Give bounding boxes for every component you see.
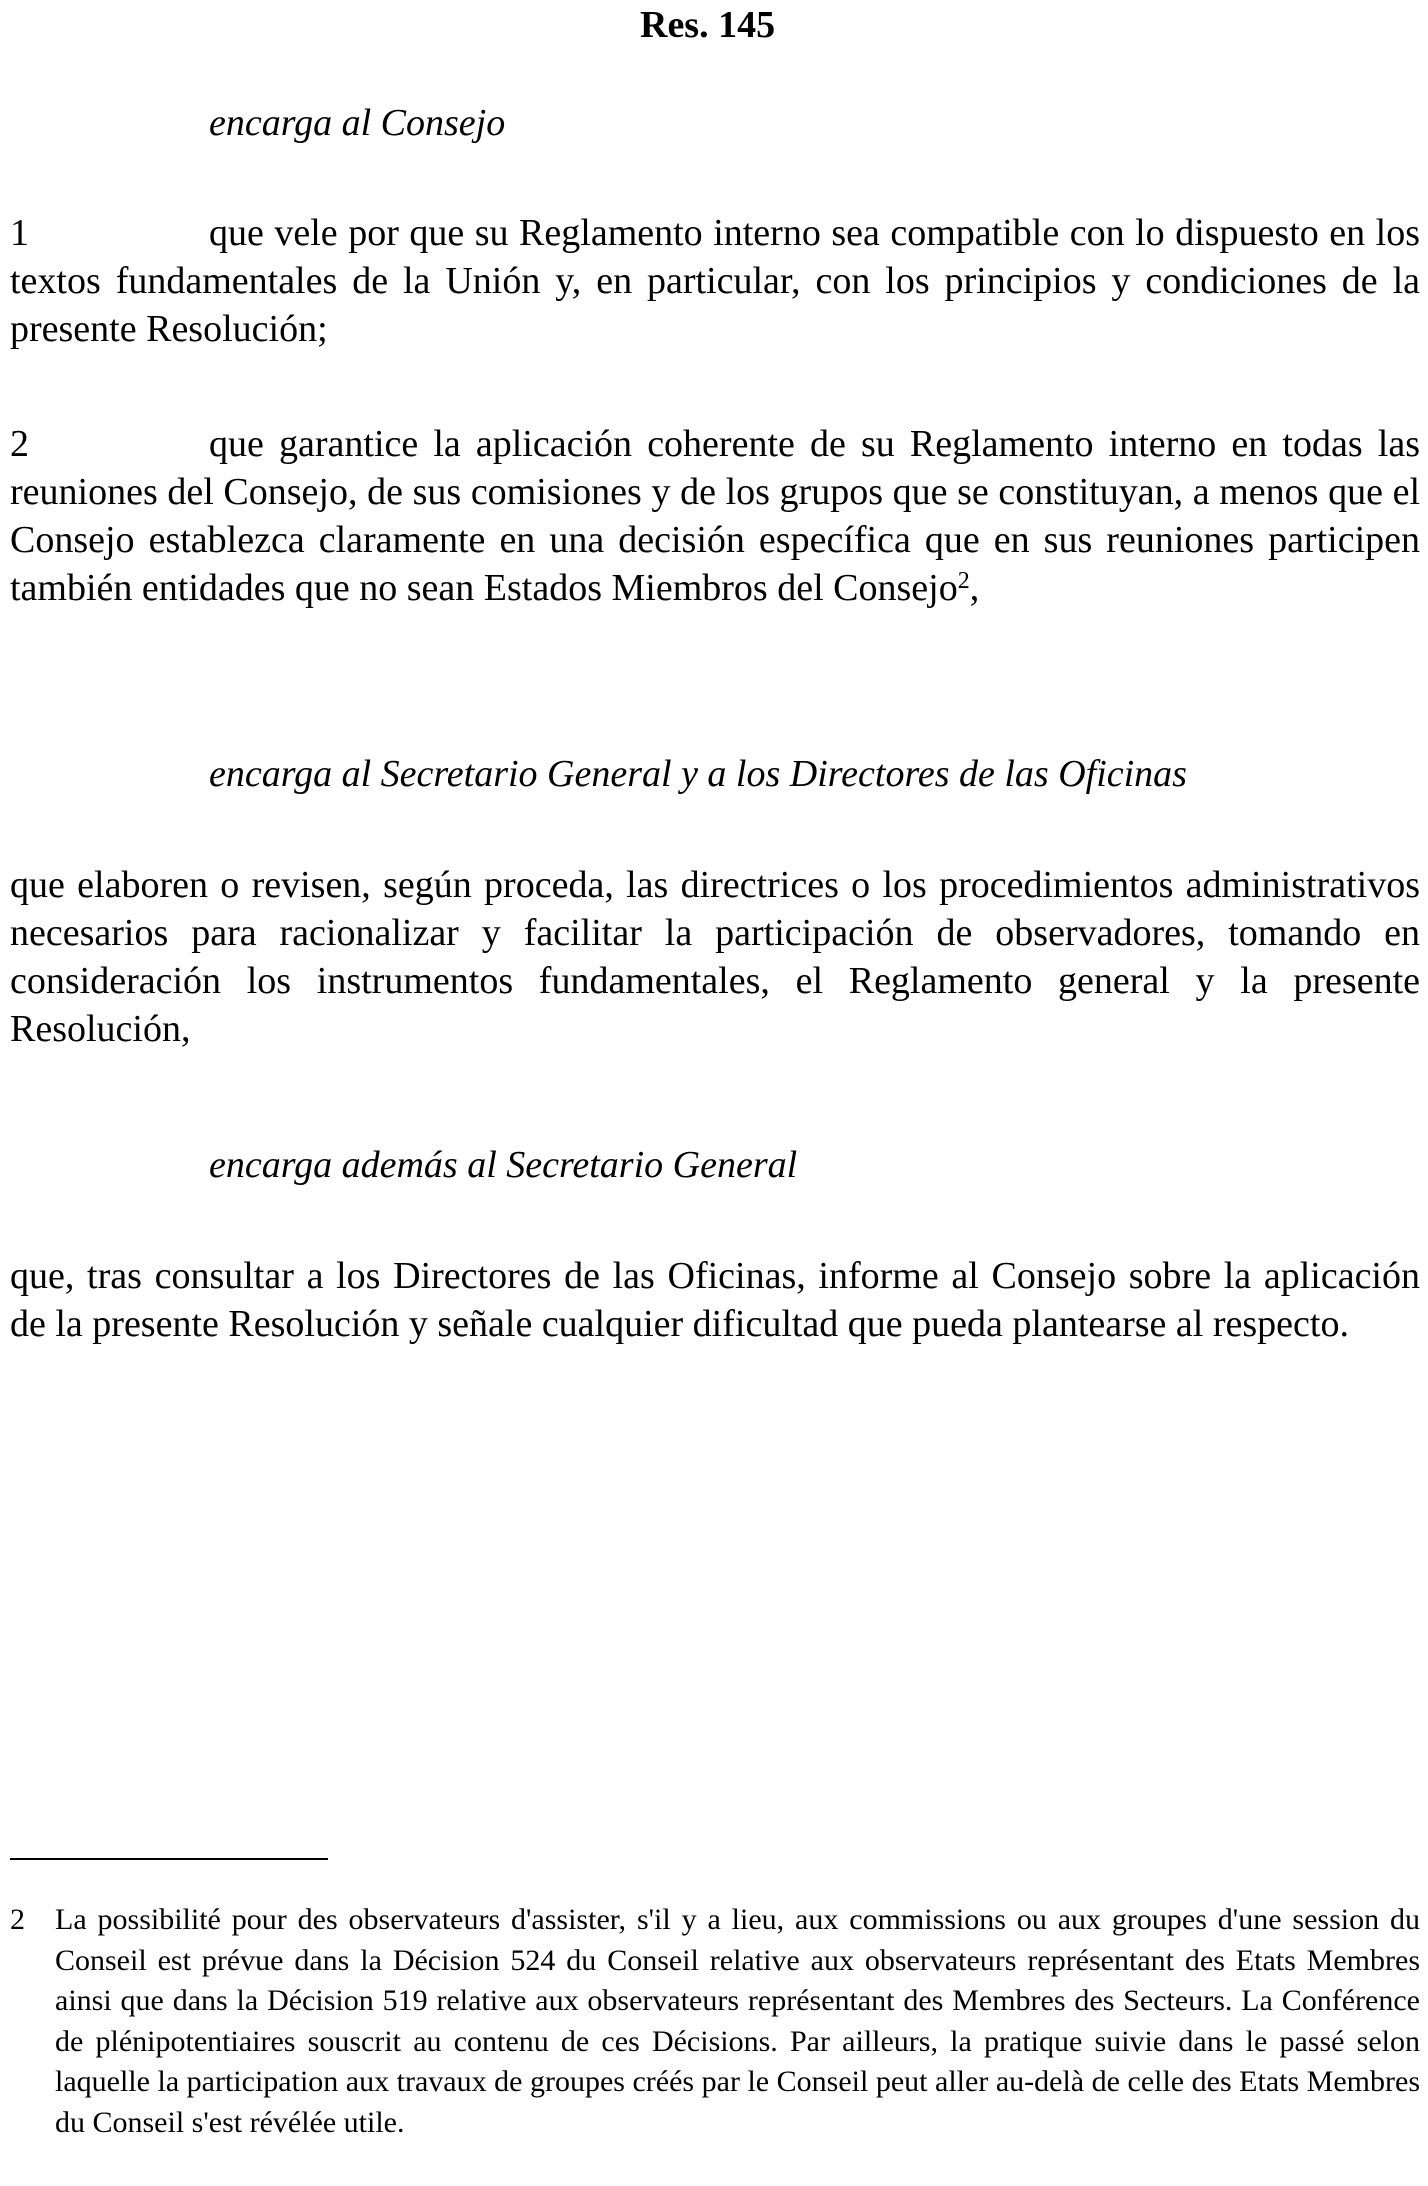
footnote-number: 2 bbox=[10, 1903, 25, 1936]
footnote-reference: 2 bbox=[957, 568, 970, 594]
section-heading-secretary: encarga además al Secretario General bbox=[209, 1144, 798, 1186]
item-text: que vele por que su Reglamento interno sea compatible con lo dispuesto en los textos fundamentales de la Unión y, en particular, con los principios y condiciones de la presente Resolución; bbox=[10, 212, 1420, 350]
item-number: 2 bbox=[10, 423, 29, 465]
numbered-item-1 bbox=[10, 209, 1420, 353]
item-text: que garantice la aplicación coherente de su Reglamento interno en todas las reuniones del Consejo, de sus comisiones y de los grupos que se constituyan, a menos que el Consejo establezca claramente en una decisión específica que en sus reuniones participen también entidades que no sean Estados Miembros del Consejo bbox=[10, 423, 1420, 609]
footnote-separator bbox=[10, 1858, 328, 1860]
section-heading-secretary-directors: encarga al Secretario General y a los Directores de las Oficinas bbox=[209, 753, 1187, 795]
resolution-number: Res. 145 bbox=[640, 4, 776, 46]
paragraph-guidelines: que elaboren o revisen, según proceda, las directrices o los procedimientos administrativos necesarios para racionalizar y facilitar la participación de observadores, tomando en consideración los instrumentos fundamentales, el Reglamento general y la presente Resolución, bbox=[10, 864, 1420, 1050]
numbered-item-2 bbox=[10, 420, 1420, 612]
section-heading-council: encarga al Consejo bbox=[209, 102, 506, 144]
item-number: 1 bbox=[10, 212, 29, 254]
paragraph-report: que, tras consultar a los Directores de las Oficinas, informe al Consejo sobre la aplicación de la presente Resolución y señale cualquier dificultad que pueda plantearse al respecto. bbox=[10, 1255, 1420, 1345]
item-text-tail: , bbox=[969, 567, 980, 609]
footnote bbox=[10, 1900, 1420, 2143]
footnote-text: La possibilité pour des observateurs d'assister, s'il y a lieu, aux commissions ou aux groupes d'une session du Conseil est prévue dans la Décision 524 du Conseil relative aux observateurs représentant des Etats Membres ainsi que dans la Décision 519 relative aux observateurs représentant des Membres des Secteurs. La Conférence de plénipotentiaires souscrit au contenu de ces Décisions. Par ailleurs, la pratique suivie dans le passé selon laquelle la participation aux travaux de groupes créés par le Conseil peut aller au-delà de celle des Etats Membres du Conseil s'est révélée utile. bbox=[55, 1903, 1420, 2139]
